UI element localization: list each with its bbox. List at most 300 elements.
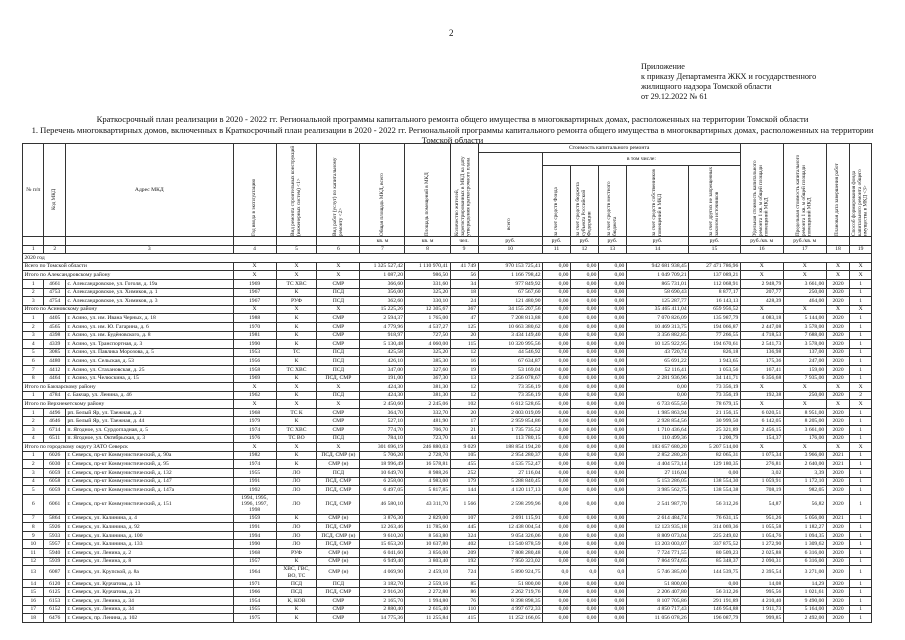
table-cell: К bbox=[276, 514, 317, 523]
table-cell: 2021 bbox=[826, 451, 850, 460]
table-cell: 10 320 995,56 bbox=[478, 340, 542, 349]
table-cell: 2 728,70 bbox=[405, 451, 450, 460]
table-cell: 8 bbox=[23, 374, 44, 383]
table-cell: 1 bbox=[850, 540, 872, 549]
table-cell: 4565 bbox=[44, 322, 65, 331]
column-number-cell: 8 bbox=[405, 245, 450, 254]
table-cell: 0,00 bbox=[543, 597, 571, 606]
summary-row bbox=[23, 271, 872, 280]
table-cell: 9 bbox=[23, 531, 44, 540]
table-cell: г. Северск, ул. Ленина, д. 2 bbox=[65, 549, 233, 558]
table-cell: 1 bbox=[850, 579, 872, 588]
table-cell: 2020 bbox=[826, 549, 850, 558]
summary-cell: X bbox=[740, 383, 783, 392]
table-cell: 0,00 bbox=[598, 451, 626, 460]
table-cell: 0,00 bbox=[570, 460, 598, 469]
summary-cell: 0,00 bbox=[543, 400, 571, 409]
summary-cell: X bbox=[783, 443, 826, 452]
table-row bbox=[23, 408, 872, 417]
table-cell: 0,00 bbox=[598, 523, 626, 532]
table-cell: 3 bbox=[23, 469, 44, 478]
table-cell: 2020 bbox=[826, 605, 850, 614]
summary-cell: X bbox=[317, 305, 360, 314]
table-cell: 53 169,04 bbox=[478, 365, 542, 374]
table-row bbox=[23, 557, 872, 566]
table-cell: 125 287,77 bbox=[626, 297, 688, 306]
table-cell: 1 911,73 bbox=[740, 605, 783, 614]
table-cell: 356,00 bbox=[360, 288, 405, 297]
table-cell: ТС bbox=[276, 348, 317, 357]
table-cell: 1 bbox=[850, 348, 872, 357]
table-cell: г. Северск, ул. Калинина, д. 4 bbox=[65, 514, 233, 523]
table-cell: 8 107 705,86 bbox=[626, 597, 688, 606]
table-cell: 2020 bbox=[826, 348, 850, 357]
summary-cell: 942 681 938,45 bbox=[626, 262, 688, 271]
table-cell: 2 459,10 bbox=[405, 566, 450, 580]
table-cell: 2 bbox=[850, 391, 872, 400]
table-cell: 17 bbox=[450, 417, 478, 426]
table-cell: 0,00 bbox=[598, 477, 626, 486]
summary-cell: X bbox=[850, 443, 872, 452]
table-cell: ПСД bbox=[317, 434, 360, 443]
table-cell: СМР bbox=[317, 614, 360, 623]
summary-cell: 659 956,52 bbox=[689, 305, 741, 314]
table-cell: 2021 bbox=[826, 460, 850, 469]
table-cell: 1 943,65 bbox=[689, 357, 741, 366]
table-cell: 146 954,88 bbox=[689, 605, 741, 614]
appendix-line: жилищного надзора Томской области bbox=[641, 82, 772, 91]
table-cell: 1 094,35 bbox=[783, 531, 826, 540]
table-cell: 0,00 bbox=[598, 614, 626, 623]
table-cell: 2 614 484,74 bbox=[626, 514, 688, 523]
table-cell: 6059 bbox=[44, 469, 65, 478]
table-cell: 6 bbox=[23, 357, 44, 366]
table-cell: 2020 bbox=[826, 557, 850, 566]
table-cell: 7 208 813,88 bbox=[478, 314, 542, 323]
table-cell: 13 bbox=[23, 566, 44, 580]
table-cell: 425,58 bbox=[360, 348, 405, 357]
table-cell: К bbox=[276, 288, 317, 297]
summary-row bbox=[23, 383, 872, 392]
header-owners-label: за счет средств собственников помещений в МКД bbox=[650, 169, 663, 236]
table-cell: ПСД bbox=[317, 365, 360, 374]
table-row bbox=[23, 531, 872, 540]
table-cell: 4464 bbox=[44, 374, 65, 383]
table-cell: г. Северск, ул. Калинина, д. 100 bbox=[65, 531, 233, 540]
table-cell: 125 bbox=[450, 322, 478, 331]
table-row bbox=[23, 523, 872, 532]
table-cell: 80 509,23 bbox=[689, 549, 741, 558]
summary-cell: 0,00 bbox=[570, 262, 598, 271]
table-cell: 0,00 bbox=[543, 549, 571, 558]
table-cell: 1994, 1995, 1996, 1997, 1998 bbox=[233, 494, 276, 514]
table-cell: г. Северск, пр. Ленина, д. 102 bbox=[65, 614, 233, 623]
table-cell: 0,00 bbox=[543, 579, 571, 588]
table-cell: 0,00 bbox=[598, 426, 626, 435]
table-cell: 1 272,90 bbox=[740, 540, 783, 549]
table-cell: 0,00 bbox=[598, 374, 626, 383]
table-cell: ПСД, СМР bbox=[317, 588, 360, 597]
table-cell: 0,00 bbox=[570, 557, 598, 566]
summary-cell: 2 245,06 bbox=[405, 400, 450, 409]
table-cell: 1 075,34 bbox=[740, 451, 783, 460]
table-cell: г. Асино, ул. им. Ивана Черных, д. 18 bbox=[65, 314, 233, 323]
year-label: 2020 год bbox=[23, 254, 872, 263]
table-cell: 0,00 bbox=[689, 579, 741, 588]
table-cell: 5864 bbox=[44, 514, 65, 523]
summary-row bbox=[23, 305, 872, 314]
table-cell: 10 663 380,62 bbox=[478, 322, 542, 331]
table-cell: 86 bbox=[450, 588, 478, 597]
table-cell: СМР bbox=[317, 322, 360, 331]
table-cell: 2020 bbox=[826, 434, 850, 443]
table-cell: 2 bbox=[23, 417, 44, 426]
table-cell: 1 bbox=[850, 460, 872, 469]
table-cell: 6511 bbox=[44, 434, 65, 443]
table-cell: 12 bbox=[450, 391, 478, 400]
table-cell: 144 bbox=[450, 486, 478, 495]
table-cell: 0,00 bbox=[598, 322, 626, 331]
table-cell: 2020 bbox=[826, 588, 850, 597]
table-cell: 138 554,38 bbox=[689, 486, 741, 495]
table-cell: ПСД, СМР (н) bbox=[317, 531, 360, 540]
table-cell: с. Александровское, ул. Химиков, д. 3 bbox=[65, 297, 233, 306]
table-cell: 0,00 bbox=[598, 340, 626, 349]
table-cell: 0,00 bbox=[570, 477, 598, 486]
table-cell: 0,00 bbox=[570, 614, 598, 623]
header-residents-label: Количество жителей, зарегистрированных в МКД на дату утверждения краткосрочного плана bbox=[454, 156, 472, 236]
table-row bbox=[23, 469, 872, 478]
table-cell: 6 258,00 bbox=[360, 477, 405, 486]
table-cell: 6 bbox=[23, 494, 44, 514]
table-cell: ПСД bbox=[317, 391, 360, 400]
table-cell: СМР (н) bbox=[317, 557, 360, 566]
summary-label: Итого по Александровскому району bbox=[23, 271, 234, 280]
header-cost-total bbox=[478, 153, 542, 237]
table-cell: 207,77 bbox=[740, 288, 783, 297]
table-cell: 6714 bbox=[44, 426, 65, 435]
table-cell: 4480 bbox=[44, 357, 65, 366]
table-cell: 2 281 936,96 bbox=[626, 374, 688, 383]
table-cell: 415 bbox=[450, 614, 478, 623]
summary-cell: 0,00 bbox=[543, 383, 571, 392]
table-cell: СМР bbox=[317, 279, 360, 288]
table-cell: СМР bbox=[317, 340, 360, 349]
table-row bbox=[23, 340, 872, 349]
table-cell: 9 054 326,06 bbox=[478, 531, 542, 540]
table-cell: 5 bbox=[23, 486, 44, 495]
table-cell: 34 bbox=[450, 279, 478, 288]
section-title: 1. Перечень многоквартирных домов, включенных в Краткосрочный план реализации в 2020 - 2022 гг. Региональной программы капитального ремонта общего имущества в многоквартирных домах, расположенных на территории Томской области bbox=[31, 125, 874, 145]
summary-cell: 9 029 bbox=[450, 443, 478, 452]
summary-cell: 0,00 bbox=[570, 443, 598, 452]
table-cell: 46 580,10 bbox=[360, 494, 405, 514]
table-cell: 0,00 bbox=[543, 523, 571, 532]
unit-cell: кв. м bbox=[360, 237, 405, 246]
table-cell: г. Северск, ул. Калинина, д. 92 bbox=[65, 523, 233, 532]
table-cell: ПСД bbox=[276, 588, 317, 597]
table-cell: рп. Белый Яр, ул. Таежная, д. 44 bbox=[65, 417, 233, 426]
summary-cell: X bbox=[233, 400, 276, 409]
table-cell: 0,00 bbox=[570, 408, 598, 417]
table-cell: 0,00 bbox=[570, 579, 598, 588]
table-cell: 2 615,40 bbox=[405, 605, 450, 614]
table-row bbox=[23, 357, 872, 366]
table-cell: 2 594,37 bbox=[360, 314, 405, 323]
table-cell: 1964 bbox=[233, 566, 276, 580]
summary-cell: 0,00 bbox=[598, 443, 626, 452]
summary-cell: 27 471 786,96 bbox=[689, 262, 741, 271]
table-cell: 1968 bbox=[233, 408, 276, 417]
table-cell: 1 054,76 bbox=[740, 531, 783, 540]
summary-cell: 0,00 bbox=[543, 305, 571, 314]
summary-cell: 183 657 680,20 bbox=[626, 443, 688, 452]
table-cell: 8 809 073,04 bbox=[626, 531, 688, 540]
table-cell: 2 262 719,76 bbox=[478, 588, 542, 597]
table-cell: 0,00 bbox=[570, 417, 598, 426]
table-cell: рп. Белый Яр, ул. Таежная, д. 2 bbox=[65, 408, 233, 417]
summary-cell: X bbox=[233, 271, 276, 280]
table-cell: 8 205,00 bbox=[783, 417, 826, 426]
table-cell: 8 988,26 bbox=[405, 469, 450, 478]
table-cell: 3,02 bbox=[740, 469, 783, 478]
table-cell: ПСД bbox=[317, 348, 360, 357]
table-cell: 1 bbox=[850, 451, 872, 460]
table-cell: 14,08 bbox=[740, 579, 783, 588]
table-cell: К bbox=[276, 322, 317, 331]
table-cell: 0,00 bbox=[598, 348, 626, 357]
table-cell: 194 066,87 bbox=[689, 322, 741, 331]
table-cell: 7 bbox=[23, 514, 44, 523]
header-repair-type bbox=[276, 144, 317, 237]
header-unit-cost-label: Удельная стоимость капитального ремонта 1 кв. м общей площади помещений МКД bbox=[752, 160, 770, 236]
summary-cell: X bbox=[850, 262, 872, 271]
table-row bbox=[23, 588, 872, 597]
table-cell: 3 271,00 bbox=[783, 566, 826, 580]
table-cell: 0,00 bbox=[543, 314, 571, 323]
table-cell: 727,50 bbox=[405, 331, 450, 340]
table-cell: 464,00 bbox=[783, 297, 826, 306]
unit-cell: кв. м bbox=[405, 237, 450, 246]
table-cell: 2 916,20 bbox=[360, 588, 405, 597]
summary-cell: 986,50 bbox=[405, 271, 450, 280]
table-cell: 4 537,27 bbox=[405, 322, 450, 331]
table-cell: 54,87 bbox=[740, 494, 783, 514]
table-cell: 13 540 878,59 bbox=[478, 540, 542, 549]
table-cell: 4 718,53 bbox=[740, 331, 783, 340]
table-cell: 2020 bbox=[826, 540, 850, 549]
summary-cell: X bbox=[850, 305, 872, 314]
table-cell: ПСД, СМР (н) bbox=[317, 451, 360, 460]
table-cell: СМР bbox=[317, 331, 360, 340]
table-cell: 6030 bbox=[44, 460, 65, 469]
table-cell: 247,00 bbox=[783, 357, 826, 366]
summary-cell: X bbox=[850, 400, 872, 409]
table-cell: 1982 bbox=[233, 451, 276, 460]
table-cell: 4753 bbox=[44, 288, 65, 297]
table-cell: 2021 bbox=[826, 514, 850, 523]
table-cell: 774,70 bbox=[360, 426, 405, 435]
header-fund bbox=[543, 166, 571, 237]
table-cell: 1 735 735,52 bbox=[478, 426, 542, 435]
table-cell: ПСД bbox=[317, 579, 360, 588]
table-cell: 154,37 bbox=[740, 434, 783, 443]
table-cell: 0,00 bbox=[570, 588, 598, 597]
table-cell: ЛО bbox=[276, 477, 317, 486]
table-row bbox=[23, 348, 872, 357]
table-cell: 192,38 bbox=[740, 391, 783, 400]
table-cell: 1967 bbox=[233, 297, 276, 306]
header-num: № п/п bbox=[23, 144, 44, 237]
header-code-label: Код МКД bbox=[50, 188, 57, 210]
document-title: Краткосрочный план реализации в 2020 - 2022 гг. Региональной программы капитального ремонта общего имущества в многоквартирных домах, расположенных на территории Томской области bbox=[96, 114, 809, 124]
summary-cell: 1 166 798,42 bbox=[478, 271, 542, 280]
summary-cell: 12 bbox=[450, 383, 478, 392]
summary-cell: 0,00 bbox=[570, 383, 598, 392]
table-cell: 4 997 672,33 bbox=[478, 605, 542, 614]
table-cell: 2020 bbox=[826, 531, 850, 540]
unit-cell: руб. bbox=[689, 237, 741, 246]
summary-cell: X bbox=[783, 262, 826, 271]
table-cell: 0,00 bbox=[543, 365, 571, 374]
table-cell: г. Северск, ул. Ленина, д. 34 bbox=[65, 597, 233, 606]
table-row bbox=[23, 597, 872, 606]
table-cell: 0,00 bbox=[598, 279, 626, 288]
table-row bbox=[23, 365, 872, 374]
unit-cell: руб./кв. м bbox=[740, 237, 783, 246]
column-number-cell: 12 bbox=[570, 245, 598, 254]
table-cell: ПСД, СМР bbox=[317, 477, 360, 486]
table-cell: 56 312,26 bbox=[689, 494, 741, 514]
table-cell: г. Северск, ул. Курчатова, д. 21 bbox=[65, 588, 233, 597]
summary-cell: 73 356,19 bbox=[478, 383, 542, 392]
table-cell: 0,00 bbox=[543, 288, 571, 297]
column-number-cell: 5 bbox=[276, 245, 317, 254]
table-cell: 2020 bbox=[826, 426, 850, 435]
table-cell: 2 456,15 bbox=[740, 426, 783, 435]
table-cell: 2020 bbox=[826, 340, 850, 349]
unit-cell bbox=[826, 237, 850, 246]
summary-cell: X bbox=[740, 400, 783, 409]
table-cell: 0,00 bbox=[570, 469, 598, 478]
header-unit-cost bbox=[740, 144, 783, 237]
table-cell: 1 bbox=[850, 340, 872, 349]
table-cell: 3 bbox=[23, 426, 44, 435]
table-cell: 364,70 bbox=[360, 408, 405, 417]
table-cell: 175,36 bbox=[740, 357, 783, 366]
table-cell: 5 056,00 bbox=[783, 514, 826, 523]
table-cell: 10 469 313,75 bbox=[626, 322, 688, 331]
table-cell: 0,00 bbox=[543, 486, 571, 495]
table-cell: 2 025,88 bbox=[740, 549, 783, 558]
table-cell: 7 935,00 bbox=[783, 374, 826, 383]
table-cell: 76 631,15 bbox=[689, 514, 741, 523]
table-cell: 0,00 bbox=[626, 391, 688, 400]
table-cell: г. Асино, ул. Транспортная, д. 3 bbox=[65, 340, 233, 349]
table-cell: ПСД bbox=[317, 357, 360, 366]
summary-cell: X bbox=[783, 383, 826, 392]
table-cell: 0,00 bbox=[598, 588, 626, 597]
table-cell: 225 249,02 bbox=[689, 531, 741, 540]
table-cell: 0,00 bbox=[570, 322, 598, 331]
table-cell: 1956 bbox=[233, 357, 276, 366]
table-cell: 10 637,80 bbox=[405, 540, 450, 549]
table-row bbox=[23, 614, 872, 623]
table-cell: 1992 bbox=[233, 486, 276, 495]
table-cell: 144 539,75 bbox=[689, 566, 741, 580]
table-cell: 1974 bbox=[233, 460, 276, 469]
table-cell: 67 634,87 bbox=[478, 357, 542, 366]
table-cell: 366,60 bbox=[360, 279, 405, 288]
table-cell: г. Северск, пр-кт Коммунистический, д. 147 bbox=[65, 477, 233, 486]
table-cell: 0,00 bbox=[570, 451, 598, 460]
table-cell: 1 bbox=[23, 314, 44, 323]
table-cell: 0,00 bbox=[598, 557, 626, 566]
table-cell: ТС К bbox=[276, 408, 317, 417]
summary-cell: 1 325 527,42 bbox=[360, 262, 405, 271]
table-cell: 0,00 bbox=[598, 549, 626, 558]
table-cell: 8 bbox=[23, 523, 44, 532]
header-address: Адрес МКД bbox=[65, 144, 233, 237]
table-cell: 18 bbox=[23, 614, 44, 623]
table-cell: 7 070 826,09 bbox=[626, 314, 688, 323]
table-cell: 402 bbox=[450, 540, 478, 549]
table-cell: 3 578,00 bbox=[783, 322, 826, 331]
table-cell: 0,00 bbox=[543, 451, 571, 460]
table-cell: 1990 bbox=[233, 340, 276, 349]
table-cell: 6476 bbox=[44, 614, 65, 623]
table-cell: 44 546,92 bbox=[478, 348, 542, 357]
table-cell: 20 bbox=[450, 408, 478, 417]
table-cell: 115 bbox=[450, 340, 478, 349]
table-cell: 2 090,31 bbox=[740, 557, 783, 566]
table-cell: 1 566 bbox=[450, 494, 478, 514]
table-cell: 7 688,00 bbox=[783, 331, 826, 340]
table-cell: 0,00 bbox=[543, 605, 571, 614]
table-cell: 5 890 924,75 bbox=[478, 566, 542, 580]
header-regional-budget-label: за счет средств бюджета субъекта Российской Федерации bbox=[574, 182, 593, 236]
table-cell: 112 068,91 bbox=[689, 279, 741, 288]
table-cell: 1958 bbox=[233, 365, 276, 374]
table-cell: 314 069,36 bbox=[689, 523, 741, 532]
table-cell: 426,10 bbox=[360, 357, 405, 366]
table-cell: 16 143,13 bbox=[689, 297, 741, 306]
table-row bbox=[23, 322, 872, 331]
table-cell: 73 356,19 bbox=[478, 391, 542, 400]
table-cell: 331,60 bbox=[405, 279, 450, 288]
table-cell: 7 724 771,55 bbox=[626, 549, 688, 558]
table-cell: 0,00 bbox=[543, 434, 571, 443]
summary-cell: 34 155 207,56 bbox=[478, 305, 542, 314]
table-cell: 0,00 bbox=[570, 514, 598, 523]
table-cell: СМР bbox=[317, 314, 360, 323]
table-cell: 0,00 bbox=[570, 279, 598, 288]
year-row bbox=[23, 254, 872, 263]
table-cell: К bbox=[276, 314, 317, 323]
table-cell: 51 800,00 bbox=[478, 579, 542, 588]
table-cell: 2020 bbox=[826, 486, 850, 495]
table-cell: 6087 bbox=[44, 566, 65, 580]
summary-cell: X bbox=[850, 383, 872, 392]
table-cell: 3,39 bbox=[783, 469, 826, 478]
table-cell: СМР (н) bbox=[317, 566, 360, 580]
table-cell: 951,26 bbox=[740, 514, 783, 523]
table-cell: 194 670,61 bbox=[689, 340, 741, 349]
table-cell: 5 288 840,45 bbox=[478, 477, 542, 486]
table-cell: 1 bbox=[850, 514, 872, 523]
table-cell: 6152 bbox=[44, 605, 65, 614]
table-row bbox=[23, 540, 872, 549]
